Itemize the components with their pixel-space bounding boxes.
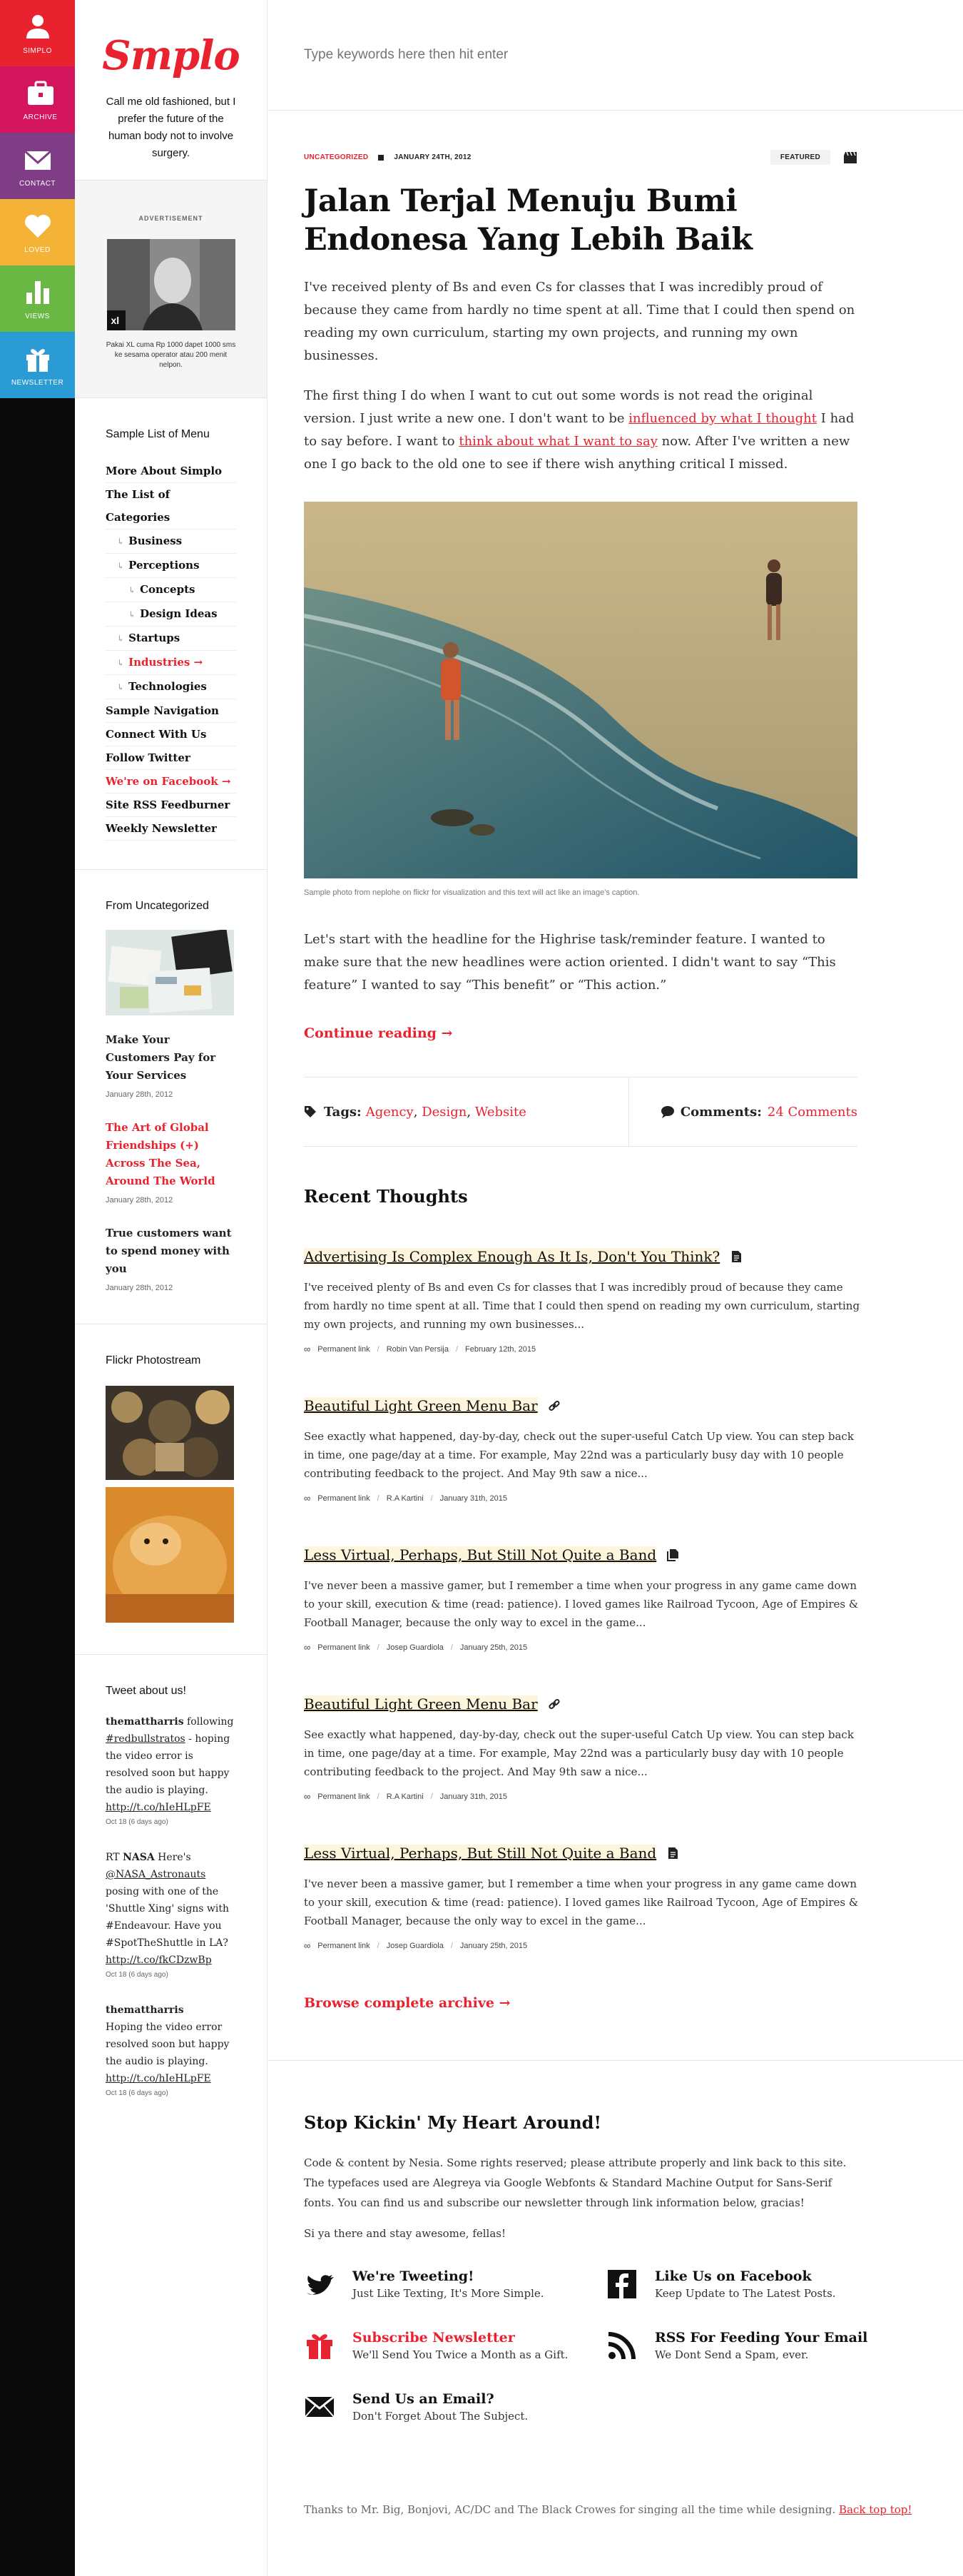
footer-link-title: RSS For Feeding Your Email [655, 2330, 868, 2346]
featured-badge: FEATURED [770, 150, 830, 165]
menu-item-label: Site RSS Feedburner [106, 798, 230, 811]
document-icon [730, 1250, 743, 1263]
tweet [106, 2002, 236, 2100]
menu-item[interactable] [106, 793, 236, 817]
footer-link-subtitle: Don't Forget About The Subject. [352, 2410, 529, 2423]
gift-icon [304, 2330, 335, 2361]
ad-logo: xl [111, 315, 120, 326]
menu-item-label: Follow Twitter [106, 751, 190, 764]
permalink-icon: ∞ [304, 1940, 311, 1951]
recent-post-meta [304, 1344, 927, 1354]
nav-label: LOVED [24, 246, 51, 254]
article-paragraph [304, 385, 857, 476]
ad-caption: Pakai XL cuma Rp 1000 dapet 1000 sms ke sesama operator atau 200 menit nelpon. [106, 341, 236, 369]
main-content [268, 0, 963, 2576]
article-paragraph: I've received plenty of Bs and even Cs for classes that I was incredibly proud of because they came from hardly no time spent at all. Time that I could then spend on reading my own curriculum, starting my own projects, and running my own businesses. [304, 280, 855, 363]
menu-item[interactable] [106, 578, 236, 602]
tweet-user[interactable]: themattharris [106, 1716, 184, 1728]
tweet-link[interactable]: @NASA_Astronauts [106, 1869, 206, 1880]
menu-item-label: More About Simplo [106, 465, 223, 477]
link-icon [548, 1399, 561, 1412]
permalink-icon: ∞ [304, 1791, 311, 1802]
sidebar-post-title[interactable]: The Art of Global Friendships (+) Across The Sea, Around The World [106, 1121, 215, 1187]
nav-label: NEWSLETTER [11, 379, 64, 387]
tweets-heading: Tweet about us! [106, 1685, 186, 1697]
recent-heading: Recent Thoughts [304, 1186, 468, 1207]
recent-list [304, 1248, 927, 1951]
menu-item-label: We're on Facebook → [106, 775, 231, 788]
nav-loved[interactable] [0, 199, 75, 265]
menu-item-label: The List of Categories [106, 488, 170, 524]
footer-link[interactable] [304, 2391, 606, 2423]
submenu-arrow-icon: ↳ [128, 609, 136, 619]
post-date: January 31th, 2015 [439, 1792, 507, 1801]
separator: / [377, 1494, 379, 1503]
sidebar-post [106, 1031, 236, 1099]
tweet-link[interactable]: http://t.co/fkCDzwBp [106, 1954, 212, 1966]
menu-item[interactable] [106, 699, 236, 723]
nav-newsletter[interactable] [0, 332, 75, 398]
menu-item-label: Perceptions [128, 559, 200, 572]
footer-link-text [352, 2268, 544, 2300]
tweet-text: Here's [154, 1852, 191, 1863]
article-category[interactable]: UNCATEGORIZED [304, 153, 369, 161]
recent-post [304, 1695, 927, 1802]
menu-item[interactable] [106, 554, 236, 578]
article-meta [304, 150, 857, 165]
tweet-text: Hoping the video error resolved soon but happy the audio is playing. [106, 2022, 230, 2067]
permalink[interactable]: Permanent link [317, 1344, 370, 1354]
menu-item[interactable] [106, 529, 236, 554]
article-paragraph: Let's start with the headline for the Highrise task/reminder feature. I wanted to make sure that the new headlines were action oriented. I didn't want to say “This feature” I wanted to say “This benefit” or “This action.” [304, 932, 836, 993]
film-clapper-icon [843, 151, 857, 164]
footer-link[interactable] [304, 2268, 606, 2300]
submenu-arrow-icon: ↳ [117, 634, 125, 644]
tweet-body [106, 1713, 236, 1816]
tweet-link[interactable]: http://t.co/hIeHLpFE [106, 1802, 211, 1813]
tags-label: Tags: [324, 1104, 362, 1120]
menu-item-label: Industries → [128, 656, 203, 669]
footer-link-subtitle: We'll Send You Twice a Month as a Gift. [352, 2348, 569, 2361]
inline-link[interactable]: think about what I want to say [459, 434, 658, 449]
speech-bubble-icon [661, 1105, 675, 1118]
flickr-section [75, 1324, 267, 1655]
post-date: January 31th, 2015 [439, 1494, 507, 1503]
recent-post-title[interactable]: Beautiful Light Green Menu Bar [304, 1695, 538, 1713]
submenu-arrow-icon: ↳ [117, 561, 125, 571]
footer-link[interactable] [304, 2330, 606, 2361]
recent-post-excerpt: I've never been a massive gamer, but I remember a time when your progress in any game came down to your skill, execution & time (read: patience). I loved games like Railroad Tycoon, Age of Empires & Football Manager, because the only way to excel in the game... [304, 1579, 859, 1629]
footer-link[interactable] [606, 2330, 892, 2361]
submenu-arrow-icon: ↳ [128, 585, 136, 595]
footer-link-subtitle: Just Like Texting, It's More Simple. [352, 2287, 544, 2300]
inline-link[interactable]: influenced by what I thought [628, 411, 817, 426]
submenu-arrow-icon: ↳ [117, 537, 125, 547]
recent-post [304, 1845, 927, 1951]
permalink[interactable]: Permanent link [317, 1494, 370, 1503]
recent-post [304, 1546, 927, 1653]
post-date: January 25th, 2015 [459, 1643, 528, 1652]
ad-image[interactable] [107, 239, 235, 330]
recent-post-header [304, 1845, 927, 1862]
tag-link[interactable]: Agency [365, 1104, 414, 1120]
footer-link-text [352, 2391, 528, 2423]
uncategorized-list [106, 1031, 236, 1292]
post-author[interactable]: Robin Van Persija [386, 1344, 449, 1354]
sidebar-menu [106, 460, 236, 841]
recent-post-header [304, 1397, 927, 1414]
ad-photo [107, 239, 235, 330]
rss-icon [606, 2330, 638, 2361]
sidebar-post-date: January 28th, 2012 [106, 1284, 173, 1292]
separator: / [430, 1494, 433, 1503]
recent-post-excerpt: See exactly what happened, day-by-day, check out the super-useful Catch Up view. You can step back in time, one page/day at a time. For example, May 22nd was a particularly busy day with 10 people contributing feedback to the project. And May 9th saw a nice... [304, 1728, 854, 1778]
back-to-top-link[interactable]: Back top top! [839, 2503, 912, 2516]
separator: / [430, 1792, 433, 1801]
browse-archive-link[interactable]: Browse complete archive → [304, 1995, 511, 2011]
tweet-body [106, 1849, 236, 1969]
uncategorized-heading: From Uncategorized [106, 900, 209, 912]
menu-item[interactable] [106, 723, 236, 746]
recent-post-meta [304, 1791, 927, 1802]
recent-post [304, 1248, 927, 1354]
featured-article [268, 111, 857, 1147]
menu-item-label: Weekly Newsletter [106, 822, 217, 835]
paragraph-text: now. After I've written a new one I go back to the old one to see if there wish anything critical I missed. [304, 434, 850, 472]
sidebar-post-date: January 28th, 2012 [106, 1090, 173, 1099]
paragraph-text: I had to say before. I want to [304, 411, 855, 449]
tweets-section [75, 1655, 267, 2100]
tweet-date: Oct 18 (6 days ago) [106, 1971, 168, 1979]
post-author[interactable]: R.A Kartini [386, 1792, 424, 1801]
post-date: February 12th, 2015 [465, 1344, 536, 1354]
menu-item[interactable] [106, 602, 236, 627]
recent-post-meta [304, 1940, 927, 1951]
permalink[interactable]: Permanent link [317, 1643, 370, 1652]
menu-item[interactable] [106, 817, 236, 841]
post-author[interactable]: R.A Kartini [386, 1494, 424, 1503]
sidebar [75, 0, 268, 2576]
tweet-date: Oct 18 (6 days ago) [106, 1818, 168, 1826]
separator: / [377, 1643, 379, 1652]
menu-item[interactable] [106, 627, 236, 651]
credits-text: Thanks to Mr. Big, Bonjovi, AC/DC and The Black Crowes for singing all the time while designing. [304, 2503, 840, 2516]
tweet-link[interactable]: #redbullstratos [106, 1733, 185, 1745]
flickr-photo[interactable] [106, 1487, 234, 1623]
article-title[interactable]: Jalan Terjal Menuju Bumi Endonesa Yang Lebih Baik [304, 183, 753, 258]
recent-post-meta [304, 1642, 927, 1653]
menu-item-label: Sample Navigation [106, 704, 219, 717]
uncategorized-section [75, 870, 267, 1324]
tag-link[interactable]: Website [474, 1104, 526, 1120]
recent-post [304, 1397, 927, 1503]
article-footer [304, 1077, 857, 1147]
tag-icon [304, 1105, 317, 1118]
menu-item[interactable] [106, 460, 236, 483]
menu-item[interactable] [106, 483, 236, 529]
facebook-icon [606, 2268, 638, 2300]
submenu-arrow-icon: ↳ [117, 682, 125, 692]
footer-link-subtitle: We Dont Send a Spam, ever. [655, 2348, 809, 2361]
nav-views[interactable] [0, 265, 75, 332]
twitter-bird-icon [304, 2268, 335, 2300]
footer-link-title: We're Tweeting! [352, 2268, 474, 2284]
nav-label: ARCHIVE [23, 113, 58, 121]
footer-link-title: Send Us an Email? [352, 2391, 494, 2407]
document-icon [666, 1847, 679, 1860]
nav-simplo[interactable] [0, 0, 75, 66]
tag-link[interactable]: Design [422, 1104, 467, 1120]
credits [304, 2503, 912, 2516]
separator: / [377, 1344, 379, 1354]
flickr-heading: Flickr Photostream [106, 1354, 201, 1366]
sidebar-header [75, 0, 267, 180]
tweet-list [106, 1713, 236, 2100]
menu-item-label: Business [128, 534, 183, 547]
recent-post-excerpt: See exactly what happened, day-by-day, check out the super-useful Catch Up view. You can step back in time, one page/day at a time. For example, May 22nd was a particularly busy day with 10 people contributing feedback to the project. And May 9th saw a nice... [304, 1430, 854, 1480]
footer-heading: Stop Kickin' My Heart Around! [304, 2112, 601, 2133]
article-photo [304, 502, 857, 878]
link-icon [548, 1698, 561, 1710]
tweet-user[interactable]: NASA [123, 1852, 155, 1863]
post-date: January 25th, 2015 [459, 1941, 528, 1950]
sidebar-post [106, 1224, 236, 1292]
briefcase-icon [25, 78, 56, 109]
footer-link-title: Like Us on Facebook [655, 2268, 812, 2284]
recent-post-meta [304, 1493, 927, 1503]
comments-link[interactable]: 24 Comments [767, 1104, 857, 1120]
ad-label: ADVERTISEMENT [138, 215, 203, 222]
sidebar-post-date: January 28th, 2012 [106, 1196, 173, 1205]
permalink-icon: ∞ [304, 1493, 311, 1503]
separator: / [455, 1344, 459, 1354]
calendar-icon [378, 155, 384, 161]
menu-heading: Sample List of Menu [106, 428, 210, 440]
tweet-text: following [183, 1716, 234, 1728]
tweet [106, 1713, 236, 1829]
search-input[interactable] [304, 47, 732, 63]
article-date: JANUARY 24TH, 2012 [394, 153, 472, 161]
separator: / [450, 1643, 453, 1652]
recent-post-excerpt: I've never been a massive gamer, but I remember a time when your progress in any game came down to your skill, execution & time (read: patience). I loved games like Railroad Tycoon, Age of Empires & Football Manager, because the only way to excel in the game... [304, 1877, 859, 1927]
footer-text: Code & content by Nesia. Some rights reserved; please attribute properly and link back to this site. The typefaces used are Alegreya via Google Webfonts & Standard Machine Output for Sans-Serif fonts. You can find us and subscribe our newsletter through link information below, gracias! [304, 2156, 847, 2209]
recent-post-title[interactable]: Advertising Is Complex Enough As It Is, Don't You Think? [304, 1248, 720, 1265]
nav-label: VIEWS [25, 313, 50, 320]
recent-post-title[interactable]: Less Virtual, Perhaps, But Still Not Quite a Band [304, 1546, 657, 1563]
menu-section [75, 398, 267, 870]
advertisement [75, 180, 267, 398]
menu-item-label: Design Ideas [140, 607, 218, 620]
sidebar-post-title[interactable]: True customers want to spend money with you [106, 1227, 232, 1275]
documents-icon [666, 1548, 679, 1561]
tweet-body [106, 2002, 236, 2087]
post-author[interactable]: Josep Guardiola [386, 1643, 444, 1652]
tweet-text: posing with one of the 'Shuttle Xing' signs with #Endeavour. Have you #SpotTheShuttle in LA? [106, 1886, 230, 1949]
recent-thoughts [268, 1147, 963, 2011]
envelope-icon [304, 2391, 335, 2423]
menu-item-label: Connect With Us [106, 728, 207, 741]
primary-nav [0, 0, 75, 2576]
post-author[interactable]: Josep Guardiola [386, 1941, 444, 1950]
tweet-prefix: RT [106, 1852, 123, 1863]
menu-item-label: Concepts [140, 583, 195, 596]
permalink-icon: ∞ [304, 1642, 311, 1653]
sidebar-post-title[interactable]: Make Your Customers Pay for Your Services [106, 1033, 216, 1082]
separator: / [377, 1792, 379, 1801]
submenu-arrow-icon: ↳ [117, 658, 125, 668]
site-tagline: Call me old fashioned, but I prefer the future of the human body not to involve surgery. [106, 96, 236, 159]
footer-text: Si ya there and stay awesome, fellas! [304, 2227, 506, 2240]
nav-label: SIMPLO [23, 47, 52, 55]
photo-caption: Sample photo from neplohe on flickr for visualization and this text will act like an image's caption. [304, 888, 640, 897]
nav-label: CONTACT [19, 180, 56, 188]
footer-link-title: Subscribe Newsletter [352, 2330, 515, 2346]
footer-link-text [655, 2268, 836, 2300]
menu-item[interactable] [106, 651, 236, 675]
separator: / [450, 1941, 453, 1950]
comments-info [629, 1105, 857, 1120]
comments-label: Comments: [680, 1104, 762, 1120]
site-logo[interactable]: Smplo [102, 32, 240, 79]
tweet-date: Oct 18 (6 days ago) [106, 2089, 168, 2097]
recent-post-header [304, 1248, 927, 1265]
tweet-text: - hoping the video error is resolved soon but happy the audio is playing. [106, 1733, 230, 1796]
menu-item[interactable] [106, 675, 236, 699]
recent-post-excerpt: I've received plenty of Bs and even Cs for classes that I was incredibly proud of because they came from hardly no time spent at all. Time that I could then spend on reading my own curriculum, starting my own projects, and running my own businesses... [304, 1281, 860, 1331]
heart-icon [22, 211, 54, 242]
gift-icon [22, 343, 54, 375]
menu-item-label: Startups [128, 632, 180, 644]
post-thumbnail[interactable] [106, 930, 234, 1015]
permalink[interactable]: Permanent link [317, 1941, 370, 1950]
menu-item-label: Technologies [128, 680, 207, 693]
footer-link[interactable] [606, 2268, 892, 2300]
permalink[interactable]: Permanent link [317, 1792, 370, 1801]
site-footer [268, 2060, 963, 2423]
recent-post-title[interactable]: Beautiful Light Green Menu Bar [304, 1397, 538, 1414]
nav-contact[interactable] [0, 133, 75, 199]
sidebar-post [106, 1119, 236, 1205]
footer-link-subtitle: Keep Update to The Latest Posts. [655, 2287, 836, 2300]
bar-chart-icon [22, 277, 54, 308]
nav-archive[interactable] [0, 66, 81, 133]
footer-link-text [655, 2330, 867, 2361]
menu-item[interactable] [106, 746, 236, 770]
permalink-icon: ∞ [304, 1344, 311, 1354]
tweet-link[interactable]: http://t.co/hIeHLpFE [106, 2073, 211, 2084]
menu-item[interactable] [106, 770, 236, 793]
tweet [106, 1849, 236, 1982]
person-icon [22, 11, 54, 43]
tweet-user[interactable]: themattharris [106, 2004, 184, 2016]
continue-reading-link[interactable]: Continue reading → [304, 1025, 453, 1041]
paragraph-text: The first thing I do when I want to cut out some words is not read the original version. I just write a new one. I don't want to be [304, 388, 813, 426]
recent-post-header [304, 1546, 927, 1563]
recent-post-header [304, 1695, 927, 1713]
footer-links [304, 2268, 927, 2423]
flickr-photo[interactable] [106, 1386, 234, 1480]
tags-list: Tags: Agency , Design , Website [304, 1077, 629, 1146]
recent-post-title[interactable]: Less Virtual, Perhaps, But Still Not Quite a Band [304, 1845, 657, 1862]
footer-link-text [352, 2330, 568, 2361]
envelope-icon [22, 144, 54, 176]
separator: / [377, 1941, 379, 1950]
search-bar [268, 0, 963, 111]
